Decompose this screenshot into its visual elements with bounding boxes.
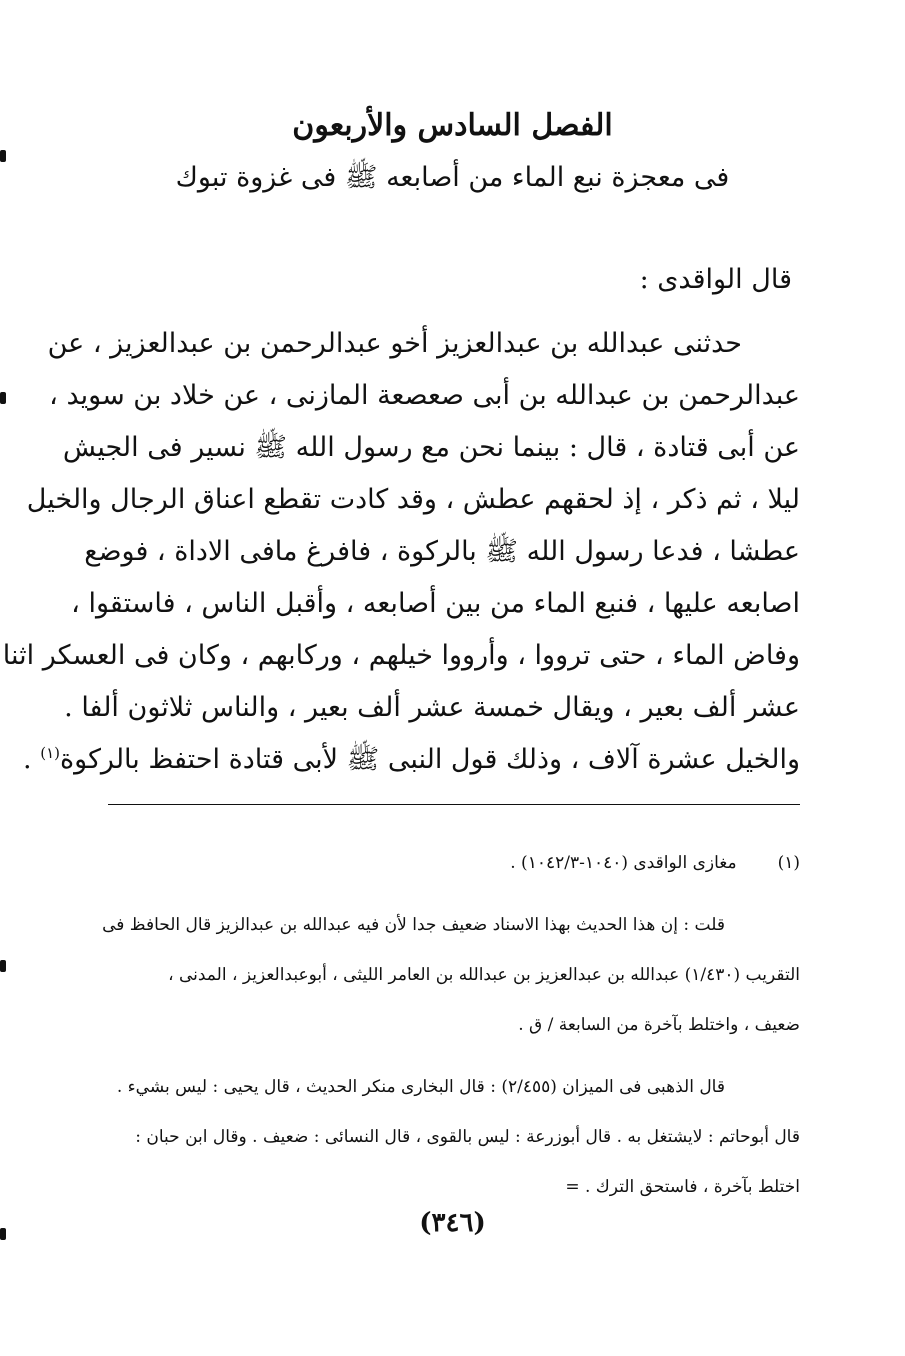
- footnote-source: مغازى الواقدى (١٠٤٠-١٠٤٢/٣) .: [510, 853, 737, 873]
- footnote-line: اختلط بآخرة ، فاستحق الترك . =: [565, 1177, 800, 1197]
- narrator-heading: قال الواقدى :: [639, 264, 792, 295]
- page-number: (٣٤٦): [419, 1208, 486, 1238]
- footnote-number: (١): [777, 853, 800, 873]
- footnote-line: قال الذهبى فى الميزان (٢/٤٥٥) : قال البخارى منكر الحديث ، قال يحيى : ليس بشيء .: [116, 1077, 725, 1097]
- main-text: [2, 318, 800, 786]
- spacer: [100, 888, 800, 900]
- scan-edge-mark: [0, 960, 6, 972]
- footnote-line: قلت : إن هذا الحديث بهذا الاسناد ضعيف جدا لأن فيه عبدالله بن عبدالزيز قال الحافظ فى: [102, 915, 725, 935]
- text-line: والخيل عشرة آلاف ، وذلك قول النبى ﷺ لأبى قتادة احتفظ بالركوة: [59, 744, 800, 775]
- text-line: عبدالرحمن بن عبدالله بن أبى صعصعة المازنى ، عن خلاد بن سويد ،: [49, 380, 800, 411]
- scan-edge-mark: [0, 150, 6, 162]
- footnote-divider: [108, 804, 800, 805]
- chapter-subtitle: فى معجزة نبع الماء من أصابعه ﷺ فى غزوة تبوك: [175, 162, 730, 193]
- text-line: وفاض الماء ، حتى ترووا ، وأرووا خيلهم ، وركابهم ، وكان فى العسكر اثنا: [2, 640, 800, 671]
- text-line: عطشا ، فدعا رسول الله ﷺ بالركوة ، فافرغ مافى الاداة ، فوضع: [84, 536, 800, 567]
- chapter-title: الفصل السادس والأربعون: [292, 108, 613, 143]
- text-line: عن أبى قتادة ، قال : بينما نحن مع رسول الله ﷺ نسير فى الجيش: [62, 432, 800, 463]
- text-line: عشر ألف بعير ، ويقال خمسة عشر ألف بعير ، والناس ثلاثون ألفا .: [64, 692, 800, 723]
- footnotes: [100, 838, 800, 1212]
- text-line: اصابعه عليها ، فنبع الماء من بين أصابعه ، وأقبل الناس ، فاستقوا ،: [71, 588, 800, 619]
- scan-edge-mark: [0, 1228, 6, 1240]
- text-line: حدثنى عبدالله بن عبدالعزيز أخو عبدالرحمن بن عبدالعزيز ، عن: [47, 328, 742, 359]
- footnote-line: التقريب (١/٤٣٠) عبدالله بن عبدالعزيز بن عبدالله بن العامر الليثى ، أبوعبدالعزيز ، المدنى ،: [168, 965, 800, 985]
- footnote-line: قال أبوحاتم : لايشتغل به . قال أبوزرعة : ليس بالقوى ، قال النسائى : ضعيف . وقال ابن حبان :: [135, 1127, 800, 1147]
- sentence-end: .: [23, 744, 32, 775]
- scan-edge-mark: [0, 392, 6, 404]
- footnote-source-row: [100, 838, 800, 888]
- spacer: [100, 1050, 800, 1062]
- footnote-line: ضعيف ، واختلط بآخرة من السابعة / ق .: [518, 1015, 800, 1035]
- text-line-last: [23, 734, 800, 786]
- text-line: ليلا ، ثم ذكر ، إذ لحقهم عطش ، وقد كادت تقطع اعناق الرجال والخيل: [26, 484, 800, 515]
- footnote-reference[interactable]: (١): [40, 744, 60, 762]
